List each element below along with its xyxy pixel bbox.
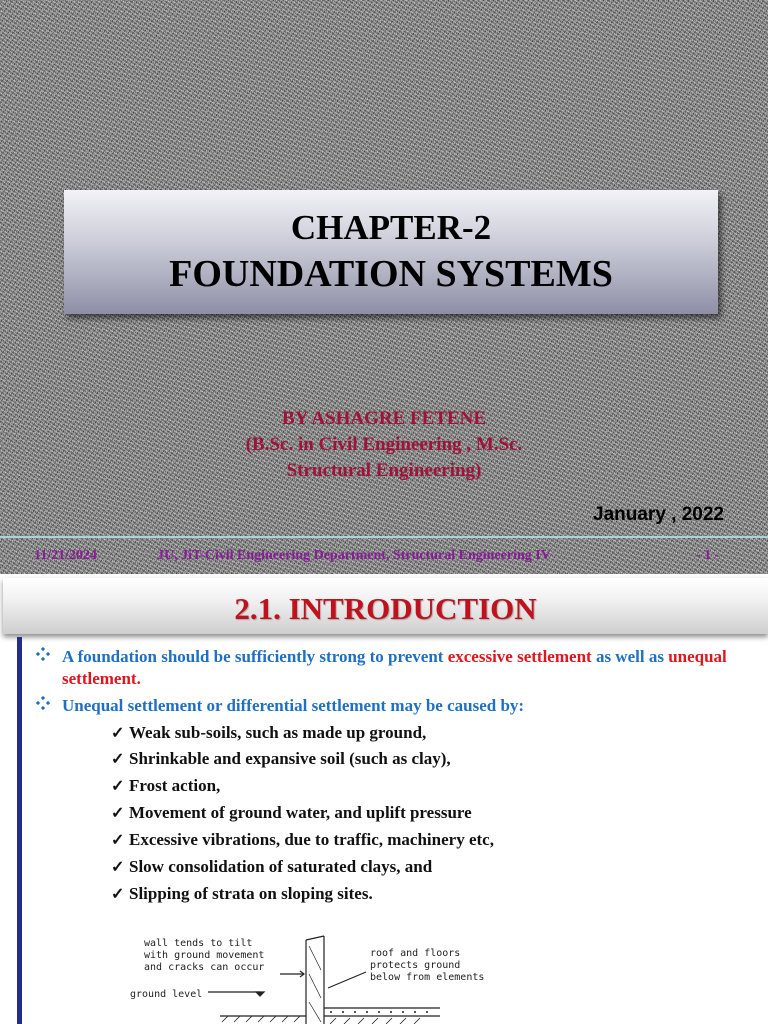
- bullet2-text: Unequal settlement or differential settlement may be caused by:: [62, 696, 525, 715]
- author-degree-1: (B.Sc. in Civil Engineering , M.Sc.: [245, 434, 523, 455]
- bullet-settlement-causes: [36, 695, 746, 717]
- diagram-label-roof-2: protects ground: [370, 960, 461, 971]
- footer-department: JU, JiT-Civil Engineering Department, Structural Engineering IV: [157, 548, 551, 563]
- diagram-label-roof-1: roof and floors: [370, 948, 461, 959]
- cause-item: [111, 775, 731, 798]
- cause-text: Weak sub-soils, such as made up ground,: [129, 723, 427, 742]
- cause-item: [111, 802, 731, 825]
- checkmark-icon: ✓: [111, 805, 125, 822]
- cause-item: [111, 829, 731, 852]
- introduction-slide: [0, 574, 768, 1024]
- cause-item: [111, 883, 731, 906]
- author-name: BY ASHAGRE FETENE: [281, 408, 487, 429]
- bullet1-highlight-2: unequal settlement.: [62, 647, 727, 688]
- checkmark-icon: ✓: [111, 725, 125, 742]
- diagram-label-wall-2: with ground movement: [144, 950, 265, 961]
- cause-item: [111, 856, 731, 879]
- diamond-bullet-icon: [36, 647, 50, 661]
- author-block: [0, 406, 768, 484]
- checkmark-icon: ✓: [111, 832, 125, 849]
- diagram-label-wall-3: and cracks can occur: [144, 962, 265, 973]
- foundation-settlement-diagram: [110, 926, 530, 1024]
- bullet1-text-2: as well as: [591, 647, 669, 666]
- footer-divider: [0, 536, 768, 538]
- section-title: 2.1. INTRODUCTION: [234, 591, 537, 626]
- cause-text: Excessive vibrations, due to traffic, machinery etc,: [129, 830, 494, 849]
- checkmark-icon: ✓: [111, 751, 125, 768]
- checkmark-icon: ✓: [111, 778, 125, 795]
- cause-item: [111, 722, 731, 745]
- bullet1-highlight-1: excessive settlement: [447, 647, 592, 666]
- cause-text: Slow consolidation of saturated clays, and: [129, 857, 433, 876]
- chapter-subtitle: FOUNDATION SYSTEMS: [169, 253, 613, 295]
- cause-text: Shrinkable and expansive soil (such as clay),: [129, 749, 451, 768]
- checkmark-icon: ✓: [111, 859, 125, 876]
- cause-item: [111, 748, 731, 771]
- title-box: [64, 190, 718, 314]
- diamond-bullet-icon: [36, 696, 50, 710]
- footer-date: 11/21/2024: [34, 548, 98, 563]
- cause-text: Movement of ground water, and uplift pressure: [129, 803, 472, 822]
- checkmark-icon: ✓: [111, 886, 125, 903]
- diagram-label-wall-1: wall tends to tilt: [144, 938, 253, 949]
- bullet1-text-1: A foundation should be sufficiently strong to prevent: [62, 647, 448, 666]
- slide-footer: [0, 546, 768, 568]
- diagram-label-roof-3: below from elements: [370, 972, 485, 983]
- bullet-foundation-strength: [36, 646, 746, 690]
- author-degree-2: Structural Engineering): [286, 460, 482, 481]
- cause-text: Frost action,: [129, 776, 221, 795]
- chapter-title: CHAPTER-2: [290, 208, 492, 247]
- diagram-label-ground: ground level: [130, 989, 203, 1000]
- slide-content: [0, 574, 768, 1024]
- cause-text: Slipping of strata on sloping sites.: [129, 884, 373, 903]
- slide-date: January , 2022: [593, 504, 724, 525]
- footer-page-number: - 1 -: [696, 548, 720, 563]
